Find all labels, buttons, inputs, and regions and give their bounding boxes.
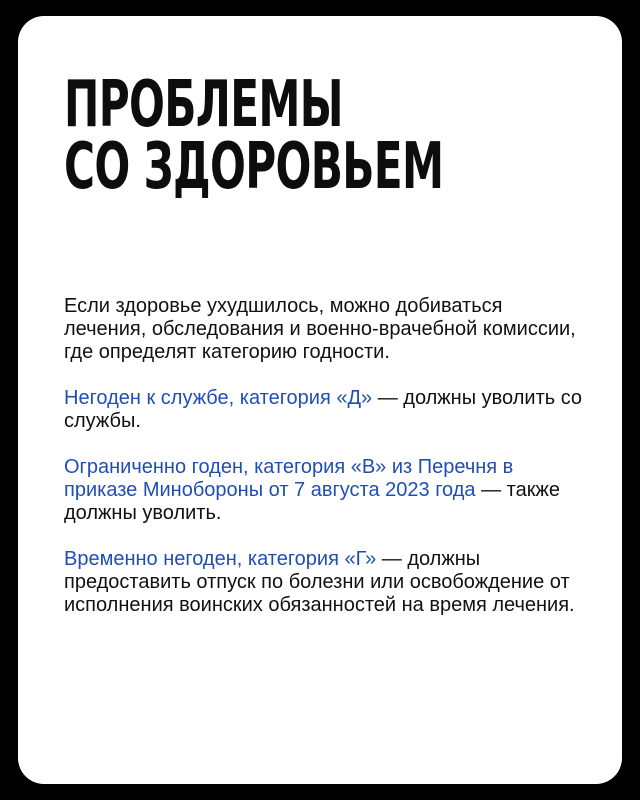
category-v-highlight: Ограниченно годен, категория «В» из Перечня в приказе Минобороны от 7 августа 2023 года bbox=[64, 456, 514, 501]
page-title bbox=[64, 68, 444, 204]
title-line-2: СО ЗДОРОВЬЕМ bbox=[64, 130, 444, 204]
category-v-text: — также должны уволить. bbox=[64, 479, 560, 524]
category-d-paragraph bbox=[64, 387, 584, 433]
category-g-highlight: Временно негоден, категория «Г» bbox=[64, 548, 377, 570]
intro-text: Если здоровье ухудшилось, можно добиваться лечения, обследования и военно-врачебной комиссии, где определят категорию годности. bbox=[64, 295, 576, 363]
category-d-highlight: Негоден к службе, категория «Д» bbox=[64, 387, 373, 409]
category-d-text: — должны уволить со службы. bbox=[64, 387, 583, 432]
body-text bbox=[64, 295, 584, 640]
category-v-paragraph bbox=[64, 456, 584, 525]
title-line-1: ПРОБЛЕМЫ bbox=[64, 68, 343, 142]
intro-paragraph bbox=[64, 295, 584, 364]
category-g-paragraph bbox=[64, 548, 584, 617]
category-g-text: — должны предоставить отпуск по болезни или освобождение от исполнения воинских обязанностей на время лечения. bbox=[64, 548, 575, 616]
info-card bbox=[18, 16, 622, 784]
